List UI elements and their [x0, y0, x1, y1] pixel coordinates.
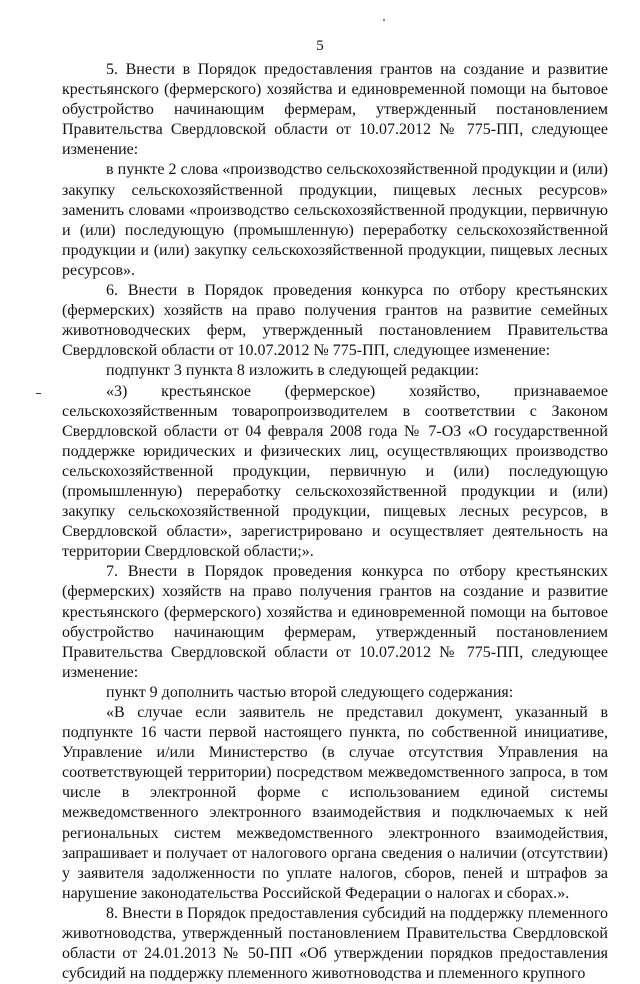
scan-speck [383, 19, 385, 21]
paragraph-item-5: 5. Внести в Порядок предоставления грантов на создание и развитие крестьянского (фермерского) хозяйства и единовременной помощи на бытовое обустройство начинающим фермерам, утвержденный постановлением Правительства Свердловской области от 10.07.2012 № 775-ПП, следующее изменение: [62, 61, 608, 159]
paragraph-item-7: 7. Внести в Порядок проведения конкурса по отбору крестьянских (фермерских) хозяйств на право получения грантов на создание и развитие крестьянского (фермерского) хозяйства и единовременной помощи на бытовое обустройство начинающим фермерам, утвержденный постановлением Правительства Свердловской области от 10.07.2012 № 775-ПП, следующее изменение: [62, 563, 608, 681]
page-number: 5 [316, 38, 324, 54]
paragraph-item-6: 6. Внести в Порядок проведения конкурса по отбору крестьянских (фермерских) хозяйств на право получения грантов на развитие семейных животноводческих ферм, утвержденный постановлением Правительства Свердловской области от 10.07.2012 № 775-ПП, следующее изменение: [62, 282, 608, 360]
paragraph-item-7-intro: пункт 9 дополнить частью второй следующего содержания: [106, 683, 514, 701]
paragraph-item-8: 8. Внести в Порядок предоставления субсидий на поддержку племенного животноводства, утвержденный постановлением Правительства Свердловской области от 24.01.2013 № 50-ПП «Об утверждении порядков предоставления субсидий на поддержку племенного животноводства и племенного крупного [62, 904, 608, 983]
document-body [62, 60, 608, 984]
paragraph-item-6-intro: подпункт 3 пункта 8 изложить в следующей редакции: [106, 362, 479, 380]
paragraph-item-5-change: в пункте 2 слова «производство сельскохозяйственной продукции и (или) закупку сельскохозяйственной продукции, пищевых лесных ресурсов» заменить словами «производство сельскохозяйственной продукции, первичную и (или) последующую (промышленную) переработку сельскохозяйственной продукции и (или) закупку сельскохозяйственной продукции, пищевых лесных ресурсов». [62, 161, 608, 279]
margin-mark [36, 393, 41, 394]
paragraph-item-7-quote: «В случае если заявитель не представил документ, указанный в подпункте 16 части первой настоящего пункта, по собственной инициативе, Управление и/или Министерство (в случае отсутствия Управления на соответствующей территории) посредством межведомственного запроса, в том числе в электронной форме с использованием единой системы межведомственного электронного взаимодействия и подключаемых к ней региональных систем межведомственного электронного взаимодействия, запрашивает и получает от налогового органа сведения о наличии (отсутствии) у заявителя задолженности по уплате налогов, сборов, пеней и штрафов за нарушение законодательства Российской Федерации о налогах и сборах.». [62, 704, 608, 902]
paragraph-item-6-quote: «3) крестьянское (фермерское) хозяйство, признаваемое сельскохозяйственным товаропроизводителем в соответствии с Законом Свердловской области от 04 февраля 2008 года № 7-ОЗ «О государственной поддержке юридических и физических лиц, осуществляющих производство сельскохозяйственной продукции, первичную и (или) последующую (промышленную) переработку сельскохозяйственной продукции и (или) закупку сельскохозяйственной продукции, пищевых лесных ресурсов, в Свердловской области», зарегистрировано и осуществляет деятельность на территории Свердловской области;». [62, 382, 608, 561]
